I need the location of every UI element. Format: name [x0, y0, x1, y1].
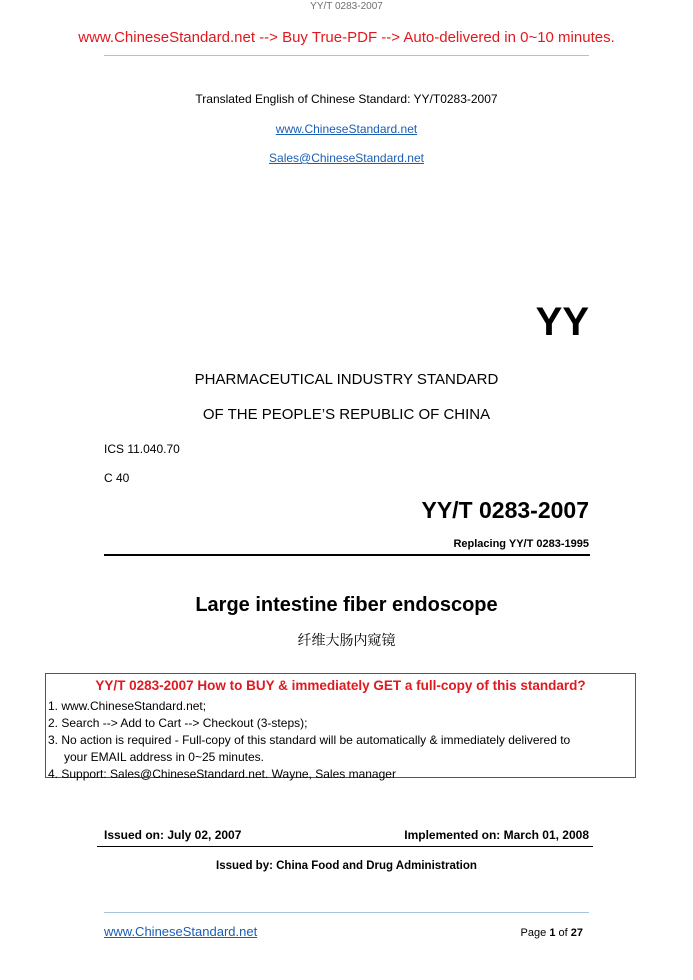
title-chinese: 纤维大肠内窥镜	[297, 633, 396, 649]
industry-line-2: OF THE PEOPLE’S REPUBLIC OF CHINA	[202, 406, 491, 423]
buy-step-4: 4. Support: Sales@ChineseStandard.net. Wayne, Sales manager	[48, 767, 396, 781]
buy-step-2: 2. Search --> Add to Cart --> Checkout (3-steps);	[48, 716, 308, 730]
site-link[interactable]: www.ChineseStandard.net	[275, 122, 418, 136]
issued-on-date: Issued on: July 02, 2007	[104, 828, 242, 842]
banner-overlay-code: YY/T 0283-2007	[310, 1, 383, 12]
ics-code: ICS 11.040.70	[104, 442, 180, 456]
translated-line: Translated English of Chinese Standard: YY/T0283-2007	[195, 92, 498, 106]
sales-link-wrap	[0, 151, 693, 165]
buy-instructions-box	[45, 673, 636, 781]
footer-divider	[104, 912, 589, 913]
buy-step-3: 3. No action is required - Full-copy of this standard will be automatically & immediately delivered to	[48, 733, 571, 747]
footer-site-link[interactable]: www.ChineseStandard.net	[104, 924, 258, 939]
top-banner[interactable]	[0, 29, 693, 46]
implemented-on-date: Implemented on: March 01, 2008	[404, 828, 589, 842]
top-divider	[104, 55, 589, 56]
buy-step-1[interactable]: 1. www.ChineseStandard.net;	[48, 699, 207, 713]
standard-code: YY	[535, 300, 589, 344]
page-of: of	[558, 927, 568, 939]
buy-steps-list	[48, 698, 570, 783]
page-indicator	[521, 927, 583, 939]
buy-box-heading[interactable]: YY/T 0283-2007 How to BUY & immediately GET a full-copy of this standard?	[95, 678, 586, 693]
title-english: Large intestine fiber endoscope	[195, 594, 498, 616]
buy-step-3-cont: your EMAIL address in 0~25 minutes.	[64, 750, 264, 764]
page-current: 1	[549, 927, 556, 939]
page-label: Page	[520, 927, 547, 939]
sales-email-link[interactable]: Sales@ChineseStandard.net	[269, 151, 424, 165]
dates-divider	[97, 846, 593, 847]
site-link-wrap	[0, 122, 693, 136]
banner-text[interactable]: www.ChineseStandard.net --> Buy True-PDF --> Auto-delivered in 0~10 minutes.	[78, 29, 615, 46]
issued-by: Issued by: China Food and Drug Administration	[216, 860, 477, 872]
standard-number: YY/T 0283-2007	[421, 497, 589, 523]
replacing-note: Replacing YY/T 0283-1995	[453, 538, 589, 550]
page-total: 27	[570, 927, 583, 939]
ccs-code: C 40	[104, 471, 130, 485]
industry-line-1: PHARMACEUTICAL INDUSTRY STANDARD	[194, 371, 499, 388]
footer-link-wrap	[104, 924, 257, 939]
title-divider	[104, 554, 590, 556]
